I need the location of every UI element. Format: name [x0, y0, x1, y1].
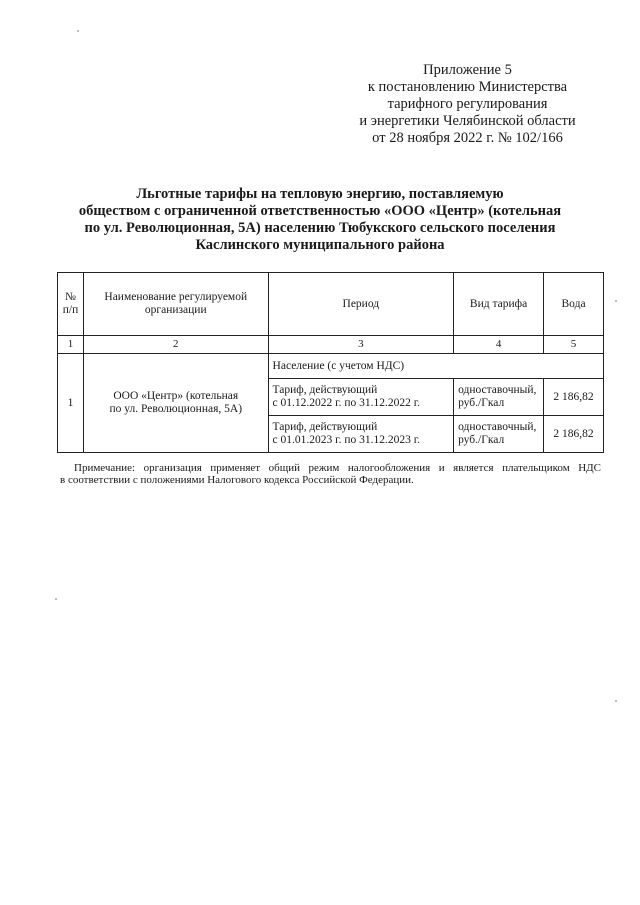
period-cell [268, 379, 454, 416]
tariff-type-cell [454, 416, 544, 453]
water-value: 2 186,82 [544, 416, 604, 453]
table-index-row [58, 336, 604, 354]
header-tariff-type: Вид тарифа [454, 273, 544, 336]
org-line: по ул. Революционная, 5А) [109, 403, 243, 415]
appendix-line: к постановлению Министерства [367, 79, 568, 95]
index-cell: 5 [544, 336, 604, 354]
appendix-line: Приложение 5 [423, 62, 512, 78]
title-line: Каслинского муниципального района [195, 237, 445, 253]
index-cell: 4 [454, 336, 544, 354]
title-line: обществом с ограниченной ответственностью «ООО «Центр» (котельная [78, 203, 562, 219]
period-line: с 01.01.2023 г. по 31.12.2023 г. [272, 434, 421, 446]
index-cell: 2 [83, 336, 268, 354]
note-line: в соответствии с положениями Налогового кодекса Российской Федерации. [60, 474, 414, 486]
row-num: 1 [58, 354, 84, 453]
tariff-type-line: одноставочный, [458, 421, 537, 433]
note-line: Примечание: организация применяет общий режим налогообложения и является плательщиком НДС [74, 462, 601, 474]
appendix-line: тарифного регулирования [387, 96, 548, 112]
tariff-type-line: одноставочный, [458, 384, 537, 396]
index-cell: 3 [268, 336, 454, 354]
scan-speck [55, 598, 57, 600]
row-org [83, 354, 268, 453]
header-org: Наименование регулируемой организации [83, 273, 268, 336]
org-line: ООО «Центр» (котельная [113, 390, 239, 402]
header-period: Период [268, 273, 454, 336]
period-cell [268, 416, 454, 453]
document-title [55, 186, 585, 254]
scan-speck [615, 700, 617, 702]
title-line: по ул. Революционная, 5А) населению Тюбукского сельского поселения [84, 220, 556, 236]
scan-speck [615, 300, 617, 302]
scan-speck [77, 30, 79, 32]
period-line: Тариф, действующий [272, 421, 378, 433]
tariff-type-line: руб./Гкал [458, 397, 505, 409]
group-label: Население (с учетом НДС) [268, 354, 603, 379]
header-num: № п/п [58, 273, 84, 336]
table-row [58, 354, 604, 379]
tariff-type-line: руб./Гкал [458, 434, 505, 446]
water-value: 2 186,82 [544, 379, 604, 416]
tariff-type-cell [454, 379, 544, 416]
appendix-line: от 28 ноября 2022 г. № 102/166 [372, 130, 563, 146]
title-line: Льготные тарифы на тепловую энергию, поставляемую [136, 186, 504, 202]
period-line: Тариф, действующий [272, 384, 378, 396]
index-cell: 1 [58, 336, 84, 354]
table-header-row [58, 273, 604, 336]
header-water: Вода [544, 273, 604, 336]
appendix-header [345, 62, 590, 147]
appendix-line: и энергетики Челябинской области [359, 113, 576, 129]
period-line: с 01.12.2022 г. по 31.12.2022 г. [272, 397, 421, 409]
tariff-table [57, 272, 604, 453]
